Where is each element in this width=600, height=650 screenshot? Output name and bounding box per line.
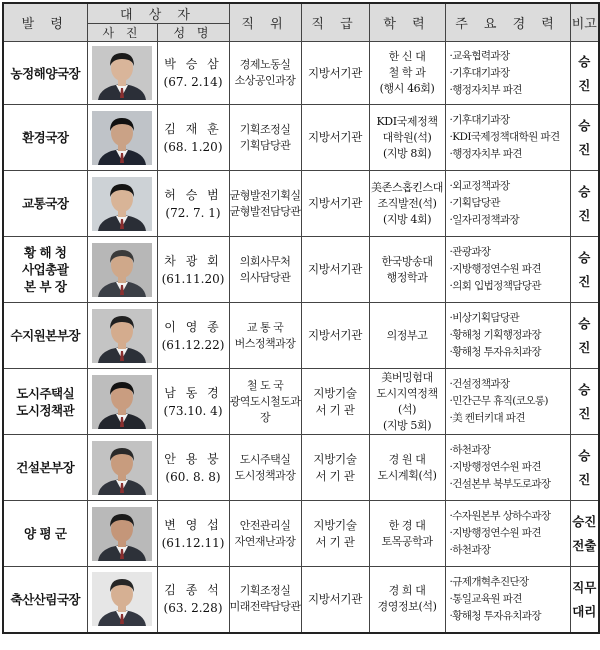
grade-cell: 지방기술 서 기 관 — [301, 435, 369, 501]
table-row — [3, 567, 599, 633]
person-birthdate: (61.12.11) — [161, 535, 225, 550]
post-title: 도시주택실 도시정책관 — [3, 369, 87, 435]
career-item: ·건설본부 북부도로과장 — [449, 478, 551, 490]
education-cell — [369, 105, 445, 171]
person-birthdate: (67. 2.14) — [163, 75, 223, 89]
person-photo — [92, 111, 152, 165]
table-row — [3, 369, 599, 435]
education-line-1: 경 원 대 — [388, 452, 426, 466]
position-cell — [229, 105, 301, 171]
header-grade: 직 급 — [301, 3, 369, 42]
position-line-2: 균형발전담당관 — [229, 204, 301, 218]
career-item: ·행정자치부 파견 — [449, 148, 522, 160]
note-line-2: 진 — [578, 274, 591, 289]
note-line-2: 진 — [578, 406, 591, 421]
education-line-2: 도시계획(석) — [377, 468, 437, 482]
person-name: 차 광 회 — [164, 253, 222, 268]
header-education: 학 력 — [369, 3, 445, 42]
education-line-3: (행시 46회) — [379, 82, 435, 95]
career-item: ·건설정책과장 — [449, 378, 510, 390]
person-photo — [92, 507, 152, 561]
education-line-2: 조직발전(석) — [377, 196, 437, 210]
position-cell — [229, 567, 301, 633]
career-item: ·일자리정책과장 — [449, 214, 520, 226]
position-cell — [229, 171, 301, 237]
post-title: 교통국장 — [3, 171, 87, 237]
career-item: ·황해청 기획행정과장 — [449, 329, 541, 341]
career-cell — [445, 171, 570, 237]
position-line-1: 의회사무처 — [239, 254, 291, 268]
position-cell — [229, 42, 301, 105]
position-line-1: 안전관리실 — [239, 518, 291, 532]
career-item: ·美 켄터키대 파견 — [449, 412, 525, 424]
header-career: 주 요 경 력 — [445, 3, 570, 42]
person-photo — [92, 309, 152, 363]
position-cell — [229, 237, 301, 303]
position-line-2: 기획담당관 — [239, 138, 291, 152]
position-line-1: 철 도 국 — [246, 378, 284, 392]
person-birthdate: (68. 1.20) — [163, 139, 223, 154]
career-item: ·행정자치부 파견 — [449, 83, 522, 96]
note-cell — [570, 171, 599, 237]
career-item: ·지방행정연수원 파견 — [449, 461, 541, 473]
post-title: 환경국장 — [3, 105, 87, 171]
grade-cell: 지방서기관 — [301, 42, 369, 105]
position-line-2: 도시정책과장 — [234, 468, 296, 482]
person-birthdate: (60. 8. 8) — [165, 469, 221, 484]
note-line-2: 진 — [578, 142, 591, 157]
education-line-1: 美존스홉킨스대 — [371, 180, 443, 194]
table-row — [3, 237, 599, 303]
post-title: 축산산림국장 — [3, 567, 87, 633]
education-line-2: 토목공학과 — [381, 534, 433, 548]
grade-cell: 지방서기관 — [301, 567, 369, 633]
table-row — [3, 171, 599, 237]
career-item: ·교육협력과장 — [449, 49, 510, 62]
career-item: ·하천과장 — [449, 544, 491, 556]
person-photo — [92, 177, 152, 231]
career-item: ·비상기획담당관 — [449, 312, 520, 324]
position-line-1: 균형발전기획실 — [229, 188, 301, 202]
photo-cell — [87, 105, 157, 171]
career-cell — [445, 42, 570, 105]
education-cell — [369, 369, 445, 435]
note-cell — [570, 435, 599, 501]
note-line-1: 승 — [578, 316, 591, 331]
career-item: ·지방행정연수원 파견 — [449, 263, 541, 275]
person-photo — [92, 375, 152, 429]
career-cell — [445, 501, 570, 567]
name-cell — [157, 303, 229, 369]
note-cell — [570, 237, 599, 303]
person-name: 김 종 석 — [164, 583, 222, 598]
person-name: 박 승 삼 — [164, 57, 222, 71]
education-line-1: 의정부고 — [386, 328, 428, 342]
personnel-table-container — [2, 2, 598, 648]
name-cell — [157, 567, 229, 633]
note-line-1: 직무 — [572, 579, 597, 595]
career-cell — [445, 105, 570, 171]
education-cell — [369, 435, 445, 501]
header-name: 성 명 — [157, 24, 229, 42]
post-title: 수지원본부장 — [3, 303, 87, 369]
note-line-2: 진 — [578, 208, 591, 223]
person-birthdate: (73.10. 4) — [163, 403, 223, 418]
header-photo: 사 진 — [87, 24, 157, 42]
education-cell — [369, 171, 445, 237]
career-cell — [445, 435, 570, 501]
person-birthdate: (63. 2.28) — [163, 601, 223, 616]
person-birthdate: (61.11.20) — [161, 271, 225, 286]
name-cell — [157, 501, 229, 567]
note-line-1: 승 — [578, 448, 591, 463]
position-line-2: 소상공인과장 — [234, 74, 296, 87]
photo-cell — [87, 567, 157, 633]
post-title: 농정해양국장 — [3, 42, 87, 105]
career-item: ·기후대기과장 — [449, 66, 510, 79]
career-item: ·KDI국제정책대학원 파견 — [449, 131, 560, 143]
career-item: ·민간근무 휴직(코오롱) — [449, 395, 548, 407]
note-cell — [570, 105, 599, 171]
table-row — [3, 435, 599, 501]
position-line-2: 의사담당관 — [239, 270, 291, 284]
position-line-1: 교 통 국 — [246, 320, 284, 334]
education-line-3: (지방 5회) — [382, 418, 432, 432]
grade-cell: 지방서기관 — [301, 237, 369, 303]
education-cell — [369, 501, 445, 567]
education-line-1: 한 경 대 — [388, 518, 426, 532]
note-cell — [570, 567, 599, 633]
header-note: 비고 — [570, 3, 599, 42]
note-line-2: 대리 — [572, 603, 597, 619]
position-line-2: 광역도시철도과장 — [229, 394, 301, 424]
table-row — [3, 303, 599, 369]
career-cell — [445, 303, 570, 369]
education-line-3: (지방 8회) — [382, 146, 432, 160]
grade-cell: 지방기술 서 기 관 — [301, 501, 369, 567]
name-cell — [157, 369, 229, 435]
personnel-table — [2, 2, 600, 634]
header-position: 직 위 — [229, 3, 301, 42]
position-line-1: 경제노동실 — [239, 58, 291, 71]
note-line-2: 전출 — [572, 538, 597, 553]
person-name: 이 영 종 — [164, 319, 222, 334]
education-line-2: 도시지역정책(석) — [376, 386, 438, 416]
note-cell — [570, 501, 599, 567]
post-title: 양 평 군 — [3, 501, 87, 567]
education-line-1: 한국방송대 — [381, 254, 433, 268]
photo-cell — [87, 171, 157, 237]
career-cell — [445, 567, 570, 633]
career-item: ·기획담당관 — [449, 197, 500, 209]
person-birthdate: (72. 7. 1) — [165, 205, 221, 220]
position-line-1: 기획조정실 — [239, 122, 291, 136]
note-line-1: 승 — [578, 250, 591, 265]
education-line-2: 행정학과 — [386, 270, 428, 284]
note-line-1: 승 — [578, 53, 591, 69]
person-photo — [92, 243, 152, 297]
position-line-2: 미래전략담당관 — [229, 600, 301, 614]
position-cell — [229, 435, 301, 501]
name-cell — [157, 105, 229, 171]
table-row — [3, 501, 599, 567]
post-title: 황 해 청 사업총괄 본 부 장 — [3, 237, 87, 303]
education-line-3: (지방 4회) — [382, 212, 432, 226]
header-target: 대 상 자 — [87, 3, 229, 24]
career-item: ·지방행정연수원 파견 — [449, 527, 541, 539]
name-cell — [157, 237, 229, 303]
grade-cell: 지방기술 서 기 관 — [301, 369, 369, 435]
education-line-1: 美버밍험대 — [381, 370, 433, 384]
position-cell — [229, 369, 301, 435]
position-cell — [229, 303, 301, 369]
career-item: ·관광과장 — [449, 246, 491, 258]
career-item: ·외교정책과장 — [449, 180, 510, 192]
person-photo — [92, 572, 152, 626]
career-item: ·황해청 투자유치과장 — [449, 346, 541, 358]
note-cell — [570, 369, 599, 435]
position-line-2: 자연재난과장 — [234, 534, 296, 548]
education-line-1: 경 희 대 — [388, 584, 426, 598]
career-item: ·통일교육원 파견 — [449, 592, 522, 605]
education-cell — [369, 303, 445, 369]
position-cell — [229, 501, 301, 567]
grade-cell: 지방서기관 — [301, 105, 369, 171]
career-item: ·규제개혁추진단장 — [449, 575, 529, 588]
table-row — [3, 105, 599, 171]
education-line-2: 철 학 과 — [388, 66, 426, 79]
photo-cell — [87, 303, 157, 369]
position-line-1: 기획조정실 — [239, 584, 291, 598]
post-title: 건설본부장 — [3, 435, 87, 501]
career-cell — [445, 369, 570, 435]
person-photo — [92, 46, 152, 100]
header-post: 발 령 — [3, 3, 87, 42]
person-name: 김 재 훈 — [164, 121, 222, 136]
education-line-2: 경영정보(석) — [377, 600, 437, 614]
person-name: 남 동 경 — [164, 385, 222, 400]
name-cell — [157, 171, 229, 237]
career-cell — [445, 237, 570, 303]
note-line-1: 승진 — [572, 514, 597, 529]
photo-cell — [87, 435, 157, 501]
person-name: 변 영 섭 — [164, 517, 222, 532]
photo-cell — [87, 42, 157, 105]
note-line-2: 진 — [578, 340, 591, 355]
name-cell — [157, 42, 229, 105]
note-line-2: 진 — [578, 77, 591, 93]
grade-cell: 지방서기관 — [301, 171, 369, 237]
note-cell — [570, 303, 599, 369]
photo-cell — [87, 369, 157, 435]
education-cell — [369, 42, 445, 105]
note-line-2: 진 — [578, 472, 591, 487]
grade-cell: 지방서기관 — [301, 303, 369, 369]
career-item: ·황해청 투자유치과장 — [449, 609, 541, 622]
position-line-2: 버스정책과장 — [234, 336, 296, 350]
note-line-1: 승 — [578, 184, 591, 199]
career-item: ·하천과장 — [449, 444, 491, 456]
name-cell — [157, 435, 229, 501]
table-row — [3, 42, 599, 105]
education-cell — [369, 567, 445, 633]
note-line-1: 승 — [578, 382, 591, 397]
position-line-1: 도시주택실 — [239, 452, 291, 466]
person-photo — [92, 441, 152, 495]
person-name: 허 승 범 — [164, 187, 222, 202]
photo-cell — [87, 237, 157, 303]
note-cell — [570, 42, 599, 105]
education-line-1: KDI국제정책 — [376, 114, 438, 128]
education-line-1: 한 신 대 — [388, 50, 426, 63]
career-item: ·의회 입법정책담당관 — [449, 280, 541, 292]
photo-cell — [87, 501, 157, 567]
note-line-1: 승 — [578, 118, 591, 133]
education-line-2: 대학원(석) — [382, 130, 432, 144]
education-cell — [369, 237, 445, 303]
person-name: 안 용 붕 — [164, 451, 222, 466]
career-item: ·기후대기과장 — [449, 114, 510, 126]
person-birthdate: (61.12.22) — [161, 337, 225, 352]
career-item: ·수자원본부 상하수과장 — [449, 510, 551, 522]
